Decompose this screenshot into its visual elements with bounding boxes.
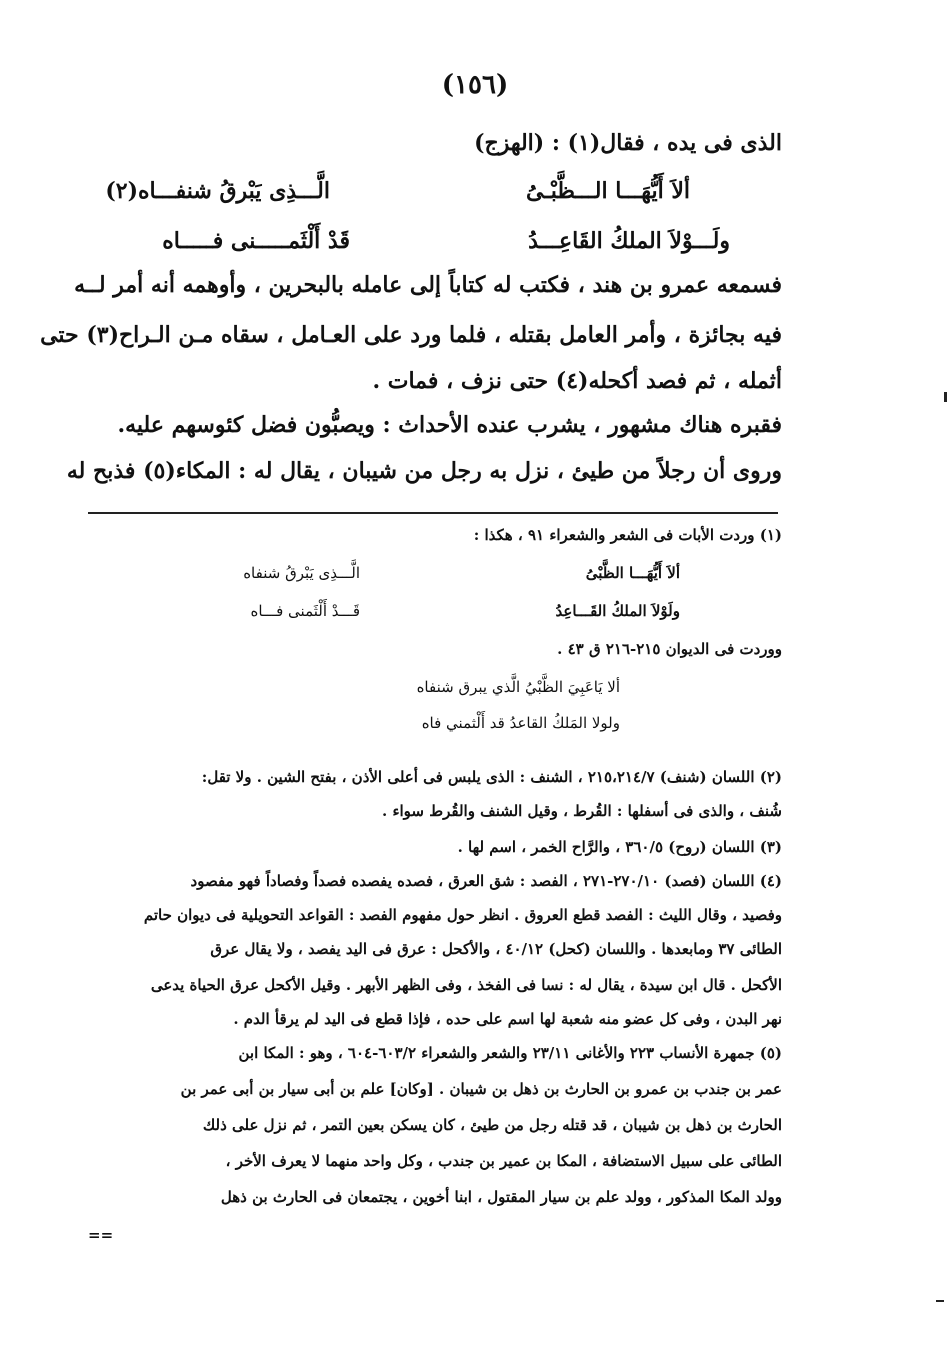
- paragraph-line: فقبره هناك مشهور ، يشرب عنده الأحداث : ويصبُّون فضل كئوسهم عليه.: [117, 412, 782, 438]
- footnote-5: الحارث بن ذهل بن شيبان ، قد قتله رجل من طيئ ، كان يسكن بعين التمر ، ثم نزل على ذلك: [202, 1116, 782, 1134]
- paragraph-line: وروى أن رجلاً من طيئ ، نزل به رجل من شيبان ، يقال له : المكاء(٥) فذبح له: [66, 458, 782, 484]
- footnote-3: (٣) اللسان (روح) ٣٦٠/٥ ، والرَّاح الخمر ، اسم لها .: [457, 838, 782, 856]
- page-number: (١٥٦): [441, 70, 509, 100]
- intro-line: الذى فى يده ، فقال(١) : (الهزج): [474, 130, 782, 156]
- footnote-4: (٤) اللسان (فصد) ٢٧٠/١٠-٢٧١ ، الفصد : شق العرق ، فصده يفصده فصداً وفصاداً فهو مفصود: [190, 872, 782, 890]
- footnote-1: (١) وردت الأبات فى الشعر والشعراء ٩١ ، هكذا :: [473, 526, 782, 544]
- footnote-5: عمر بن جندب بن عمرو بن الحارث بن ذهل بن شيبان . [وكان] علم بن أبى سيار بن أبى عمر بن: [180, 1080, 782, 1098]
- footnote-4: وفصيد ، وقال الليث : الفصد قطع العروق . انظر حول مفهوم الفصد : القواعد التحويلية فى ديوان حاتم: [143, 906, 782, 924]
- paragraph-line: أثمله ، ثم فصد أكحله(٤) حتى نزف ، فمات .: [372, 368, 782, 394]
- footnote-4: الأكحل . قال ابن سيدة ، يقال له : نسا فى الفخذ ، وفى الظهر الأبهر . وقيل الأكحل عرق الحياة يدعى: [150, 976, 782, 994]
- footnote-2: (٢) اللسان (شنف) ٢١٥،٢١٤/٧ ، الشنف : الذى يلبس فى أعلى الأذن ، بفتح الشين . ولا تقل:: [201, 768, 782, 786]
- footnote-verse: ولولا المَلكُ القاعدُ قد أَلْثمني فاه: [421, 714, 620, 732]
- footnote-verse: الَّـــذِى يَبْرقُ شنفاه: [243, 564, 360, 582]
- scan-speck: [944, 392, 947, 402]
- footnote-verse: ألا يَاعَبِيَ الظَّبْيُ الَّذي يبرق شنفاه: [416, 678, 620, 696]
- footnote-2: شُنف ، والذى فى أسفلها : القُرط ، وقيل الشنف والقُرط سواء .: [382, 802, 782, 820]
- verse1-first-hemistich: ألاَ أَيُّهَـــا الـــظَّبْـىُ: [525, 178, 690, 204]
- paragraph-line: فسمعه عمرو بن هند ، فكتب له كتاباً إلى عامله بالبحرين ، وأوهمه أنه أمر لــه: [74, 272, 782, 298]
- paragraph-line: فيه بجائزة ، وأمر العامل بقتله ، فلما ورد على العـامل ، سقاه مـن الـراح(٣) حتى: [40, 322, 782, 348]
- footnote-4: نهر البدن ، وفى كل عضو منه شعبة لها اسم على حده ، فإذا قطع فى اليد لم يرقأ الدم .: [233, 1010, 782, 1028]
- scan-speck: [936, 1300, 944, 1302]
- footnote-5: وولد المكا المذكور ، وولد علم بن سيار المقتول ، ابنا أخوين ، يجتمعان فى الحارث بن ذهل: [220, 1188, 782, 1206]
- footnote-verse: ولَوْلاَ الملكُ القَـــاعِدُ: [555, 602, 680, 620]
- footnote-5: (٥) جمهرة الأنساب ٢٢٣ والأغانى ٢٣/١١ والشعر والشعراء ٦٠٣/٢-٦٠٤ ، وهو : المكا ابن: [238, 1044, 782, 1062]
- footnote-5: الطائى على سبيل الاستضافة ، المكا بن عمير بن جندب ، وكل واحد منهما لا يعرف الأخر ،: [225, 1152, 782, 1170]
- footnote-1-line2: ووردت فى الديوان ٢١٥-٢١٦ ق ٤٣ .: [557, 640, 782, 658]
- footnote-separator: [88, 512, 778, 514]
- verse2-first-hemistich: ولَـــوْلاَ الملكُ القَاعِـــدُ: [528, 228, 730, 254]
- footnote-verse: قَـــدْ أَلْثَمنى فـــاه: [250, 602, 360, 620]
- footnote-verse: ألاَ أَيُّهَـــا الظَّبْىُ: [585, 564, 680, 582]
- verse1-second-hemistich: الَّـــذِى يَبْرقُ شنفـــاه(٢): [105, 178, 330, 204]
- footnote-4: الطائى ٣٧ ومابعدها . واللسان (كحل) ٤٠/١٢ ، والأكحل : عرق فى اليد يفصد ، ولا يقال عرق: [210, 940, 782, 958]
- verse2-second-hemistich: قَدْ أَلْثَمـــــنى فـــــاه: [162, 228, 350, 254]
- continuation-mark: ==: [88, 1226, 114, 1244]
